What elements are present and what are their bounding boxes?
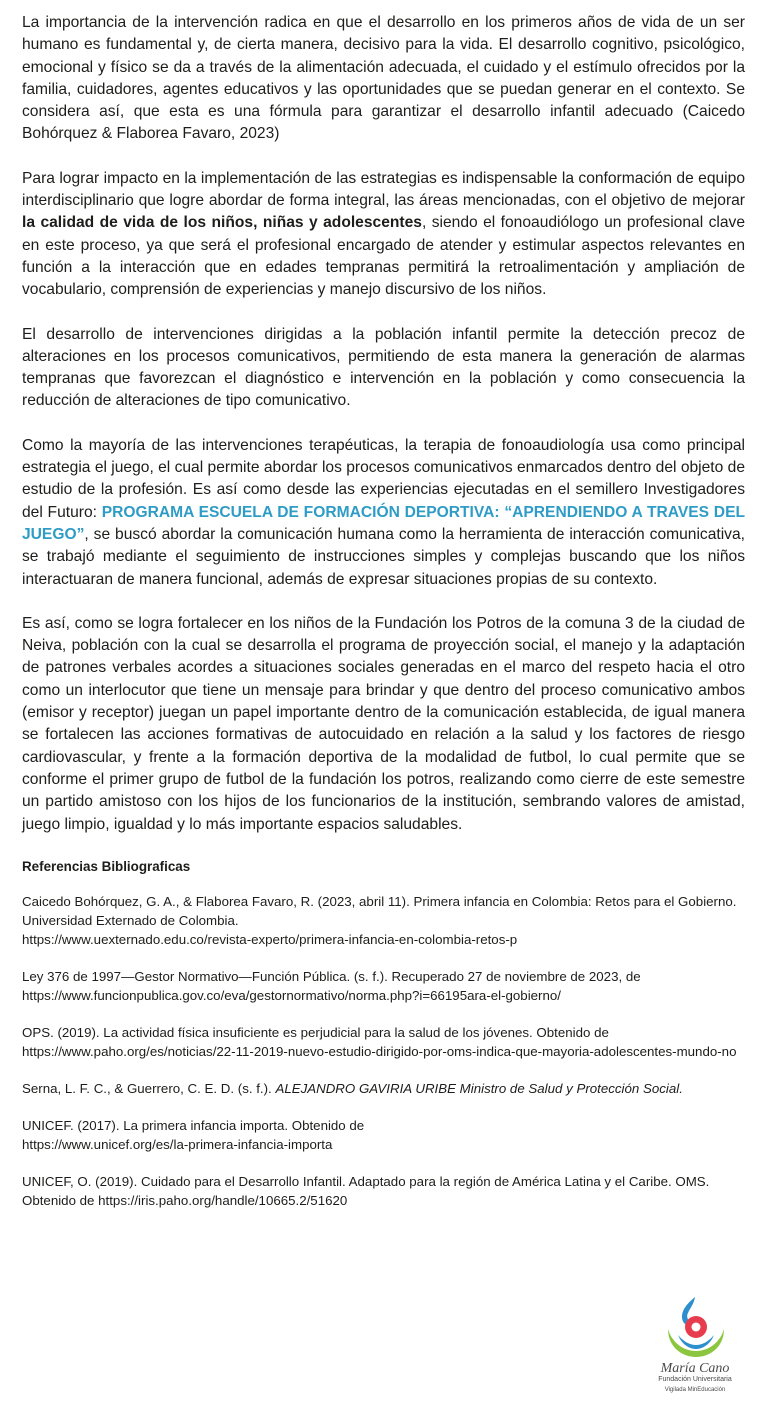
paragraph-results [22,613,745,836]
reference-item [22,967,745,1005]
reference-item [22,1079,745,1098]
program-highlight: PROGRAMA ESCUELA DE FORMACIÓN DEPORTIVA: “APRENDIENDO A TRAVES DEL JUEGO” [22,503,745,543]
reference-text: UNICEF, O. (2019). Cuidado para el Desarrollo Infantil. Adaptado para la región de América Latina y el Caribe. OMS. Obtenido de https://iris.paho.org/handle/10665.2/51620 [22,1173,710,1208]
reference-italic: ALEJANDRO GAVIRIA URIBE Ministro de Salud y Protección Social. [275,1080,683,1096]
reference-text: Ley 376 de 1997—Gestor Normativo—Función Pública. (s. f.). Recuperado 27 de noviembre de 2023, de [22,968,641,984]
reference-item [22,1172,745,1210]
paragraph-text: , se buscó abordar la comunicación humana como la herramienta de interacción comunicativa, se trabajó mediante el seguimiento de instrucciones simples y complejas buscando que los niños interactuaran de manera funcional, además de expresar situaciones propias de su contexto. [22,525,745,588]
paragraph-text: Para lograr impacto en la implementación de las estrategias es indispensable la conformación de equipo interdisciplinario que logre abordar de forma integral, las áreas mencionadas, con el objetivo de mejorar [22,169,745,210]
reference-text: Caicedo Bohórquez, G. A., & Flaborea Favaro, R. (2023, abril 11). Primera infancia en Colombia: Retos para el Gobierno. Universidad Externado de Colombia. [22,893,737,928]
logo-tagline: Vigilada MinEducación [664,1387,726,1393]
references-heading: Referencias Bibliograficas [22,858,191,874]
maria-cano-logo [640,1295,750,1405]
logo-subtitle: Fundación Universitaria [658,1376,732,1383]
paragraph-therapy [22,435,745,591]
paragraph-text: El desarrollo de intervenciones dirigidas a la población infantil permite la detección precoz de alteraciones en los procesos comunicativos, permitiendo de esta manera la generación de alarmas tempranas que favorezcan el diagnóstico e intervención en la población y como consecuencia la reducción de alteraciones de tipo comunicativo. [22,325,745,410]
paragraph-strategies [22,168,745,302]
reference-item [22,1023,745,1061]
reference-text: OPS. (2019). La actividad física insuficiente es perjudicial para la salud de los jóvenes. Obtenido de [22,1024,609,1040]
reference-text: Serna, L. F. C., & Guerrero, C. E. D. (s. f.). [22,1080,276,1096]
paragraph-text: , siendo el fonoaudiólogo un profesional clave en este proceso, ya que será el profesional encargado de atender y estimular aspectos relevantes en función a la interacción que en edades tempranas permitirá la retroalimentación y ampliación de vocabulario, comprensión de experiencias y manejo discursivo de los niños. [22,214,746,299]
reference-item [22,1116,745,1154]
reference-text: UNICEF. (2017). La primera infancia importa. Obtenido de [22,1117,365,1133]
document-body [22,12,745,1228]
flower-logo-icon [660,1295,730,1361]
paragraph-text: Es así, como se logra fortalecer en los niños de la Fundación los Potros de la comuna 3 de la ciudad de Neiva, población con la cual se desarrolla el programa de proyección social, el manejo y la adaptación de patrones verbales acordes a situaciones sociales generadas en el marco del respeto hacia el otro como un interlocutor que tiene un mensaje para brindar y que dentro del proceso comunicativo ambos (emisor y receptor) juegan un papel importante dentro de la comunicación establecida, de igual manera se fortalecen las acciones formativas de autocuidado en relación a la salud y los factores de riesgo cardiovascular, y frente a la formación deportiva de la modalidad de futbol, lo cual permite que se conforme el primer grupo de futbol de la fundación los potros, realizando como cierre de este semestre un partido amistoso con los hijos de los funcionarios de la institución, sembrando valores de amistad, juego limpio, igualdad y lo más importante espacios saludables. [22,614,745,833]
reference-url[interactable]: https://www.uexternado.edu.co/revista-experto/primera-infancia-en-colombia-retos-p [22,931,518,947]
logo-name: María Cano [660,1361,730,1376]
reference-item [22,892,745,949]
reference-url[interactable]: https://www.unicef.org/es/la-primera-infancia-importa [22,1136,333,1152]
paragraph-text: Como la mayoría de las intervenciones terapéuticas, la terapia de fonoaudiología usa como principal estrategia el juego, el cual permite abordar los procesos comunicativos enmarcados dentro del objeto de estudio de la profesión. Es así como desde las experiencias ejecutadas en el semillero Investigadores del Futuro: [22,436,745,521]
bold-emphasis: la calidad de vida de los niños, niñas y adolescentes [22,214,422,232]
paragraph-text: La importancia de la intervención radica en que el desarrollo en los primeros años de vida de un ser humano es fundamental y, de cierta manera, decisivo para la vida. El desarrollo cognitivo, psicológico, emocional y físico se da a través de la alimentación adecuada, el cuidado y el estímulo ofrecidos por la familia, cuidadores, agentes educativos y las oportunidades que se puedan generar en el contexto. Se considera así, que esta es una fórmula para garantizar el desarrollo infantil adecuado (Caicedo Bohórquez & Flaborea Favaro, 2023) [22,14,745,143]
paragraph-importance [22,12,745,146]
reference-url[interactable]: https://www.paho.org/es/noticias/22-11-2019-nuevo-estudio-dirigido-por-oms-indica-que-mayoria-adolescentes-mundo-no [22,1043,737,1059]
paragraph-interventions [22,324,745,413]
reference-url[interactable]: https://www.funcionpublica.gov.co/eva/gestornormativo/norma.php?i=66195ara-el-gobierno/ [22,987,561,1003]
